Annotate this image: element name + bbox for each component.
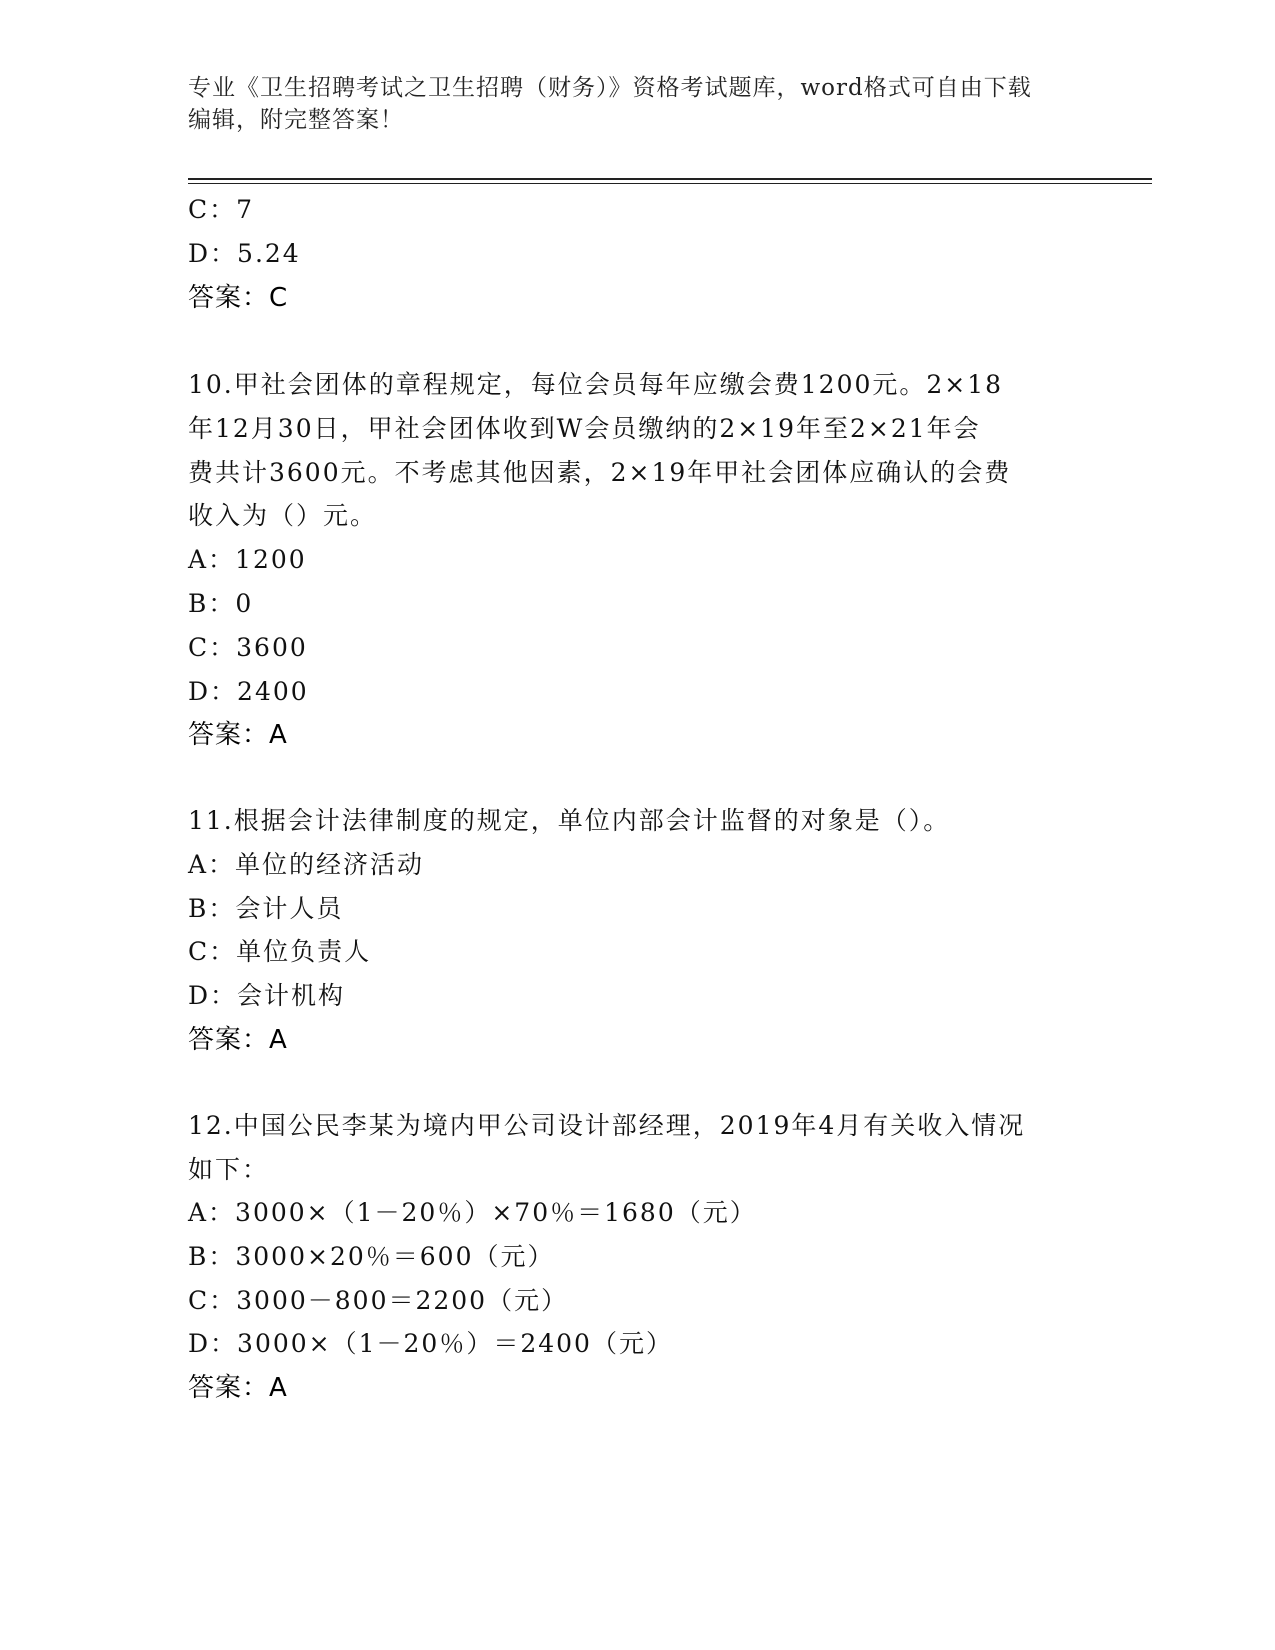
q9-option-c: C：7	[188, 195, 255, 224]
q11-option-d: D：会计机构	[188, 981, 346, 1010]
q10-stem-line-3: 费共计3600元。不考虑其他因素，2×19年甲社会团体应确认的会费	[188, 458, 1012, 487]
q12-option-d: D：3000×（1－20％）＝2400（元）	[188, 1329, 673, 1358]
page-header	[188, 72, 1088, 136]
q11-option-b: B：会计人员	[188, 894, 344, 923]
q12-option-a: A：3000×（1－20％）×70％＝1680（元）	[188, 1198, 757, 1227]
q11-option-a: A：单位的经济活动	[188, 850, 425, 879]
q10-option-d: D：2400	[188, 677, 309, 706]
q10-option-a: A：1200	[188, 545, 307, 574]
q11-answer: 答案：A	[188, 1025, 288, 1055]
q12-stem-line-1: 12.中国公民李某为境内甲公司设计部经理，2019年4月有关收入情况	[188, 1111, 1026, 1140]
header-divider-thick	[188, 178, 1152, 180]
q12-answer: 答案：A	[188, 1373, 288, 1403]
header-line-1: 专业《卫生招聘考试之卫生招聘（财务）》资格考试题库，word格式可自由下载	[188, 75, 1032, 101]
q12-option-c: C：3000－800＝2200（元）	[188, 1286, 569, 1315]
q11-option-c: C：单位负责人	[188, 937, 372, 966]
q12-option-b: B：3000×20％＝600（元）	[188, 1242, 555, 1271]
q9-option-d: D：5.24	[188, 239, 301, 268]
q10-stem-line-2: 年12月30日，甲社会团体收到W会员缴纳的2×19年至2×21年会	[188, 414, 981, 443]
q12-stem-line-2: 如下：	[188, 1155, 270, 1184]
q10-option-b: B：0	[188, 589, 254, 618]
header-divider-thin	[188, 183, 1152, 184]
q10-option-c: C：3600	[188, 633, 308, 662]
q11-stem-line-1: 11.根据会计法律制度的规定，单位内部会计监督的对象是（）。	[188, 806, 951, 835]
q10-stem-line-4: 收入为（）元。	[188, 501, 378, 530]
header-line-2: 编辑，附完整答案！	[188, 107, 404, 133]
q10-answer: 答案：A	[188, 720, 288, 750]
q10-stem-line-1: 10.甲社会团体的章程规定，每位会员每年应缴会费1200元。2×18	[188, 370, 1004, 399]
q9-answer: 答案：C	[188, 283, 289, 313]
